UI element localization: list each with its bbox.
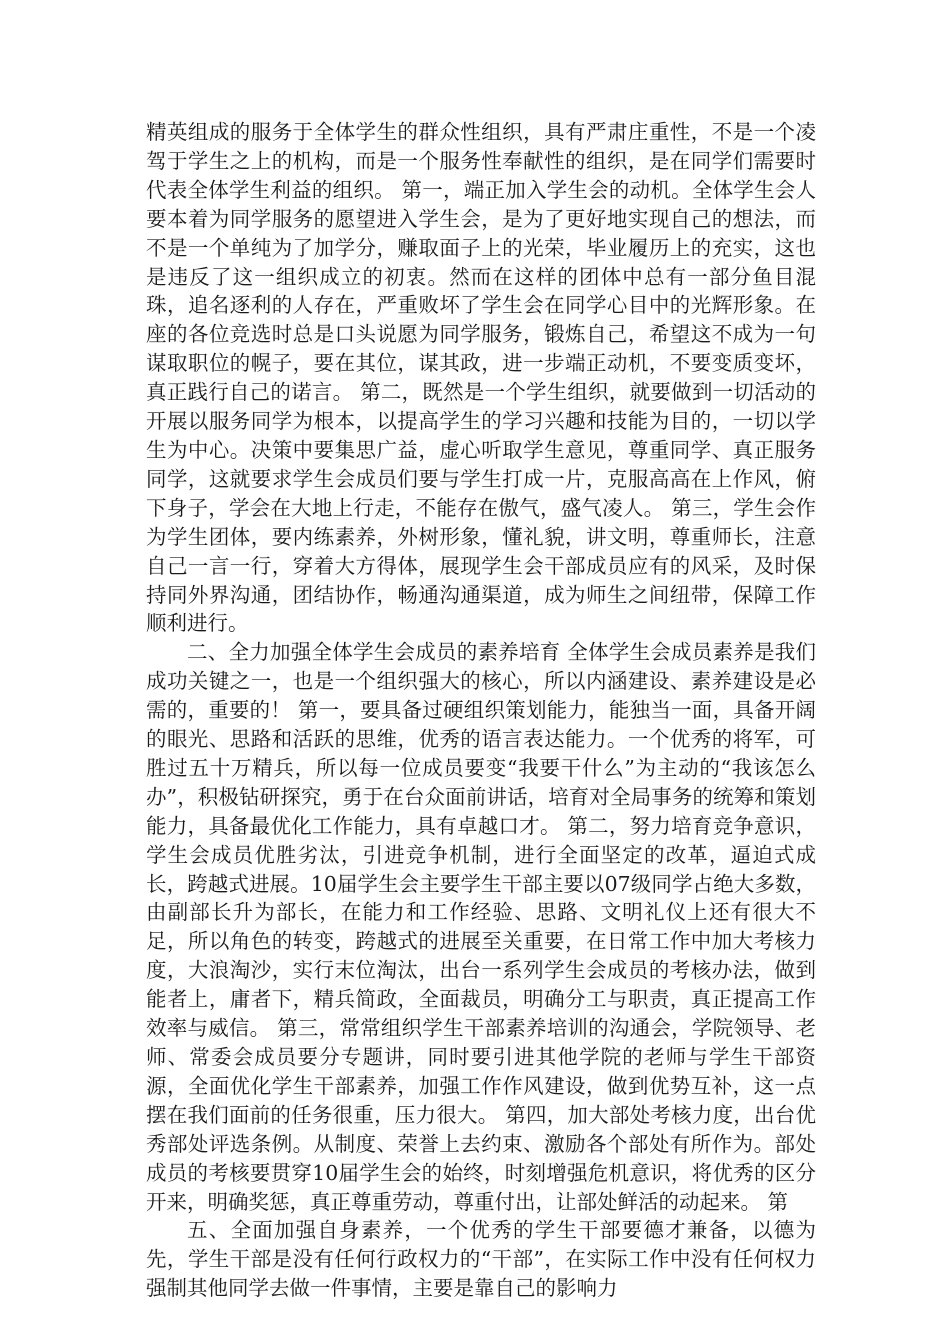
paragraph-3: 五、全面加强自身素养，一个优秀的学生干部要德才兼备，以德为先，学生干部是没有任何行政权力的“干部”，在实际工作中没有任何权力强制其他同学去做一件事情，主要是靠自己的影响力: [146, 1218, 816, 1301]
paragraph-1: 精英组成的服务于全体学生的群众性组织，具有严肃庄重性，不是一个凌驾于学生之上的机构，而是一个服务性奉献性的组织，是在同学们需要时代表全体学生利益的组织。 第一，端正加入学生会的动机。全体学生会人要本着为同学服务的愿望进入学生会，是为了更好地实现自己的想法，而不是一个单纯为了加学分，赚取面子上的光荣，毕业履历上的充实，这也是违反了这一组织成立的初衷。然而在这样的团体中总有一部分鱼目混珠，追名逐利的人存在，严重败坏了学生会在同学心目中的光辉形象。在座的各位竞选时总是口头说愿为同学服务，锻炼自己，希望这不成为一句谋取职位的幌子，要在其位，谋其政，进一步端正动机，不要变质变坏，真正践行自己的诺言。 第二，既然是一个学生组织，就要做到一切活动的开展以服务同学为根本，以提高学生的学习兴趣和技能为目的，一切以学生为中心。决策中要集思广益，虚心听取学生意见，尊重同学、真正服务同学，这就要求学生会成员们要与学生打成一片，克服高高在上作风，俯下身子，学会在大地上行走，不能存在傲气，盛气凌人。 第三，学生会作为学生团体，要内练素养，外树形象，懂礼貌，讲文明，尊重师长，注意自己一言一行，穿着大方得体，展现学生会干部成员应有的风采，及时保持同外界沟通，团结协作，畅通沟通渠道，成为师生之间纽带，保障工作顺利进行。: [146, 120, 816, 636]
document-body: [146, 118, 816, 1303]
paragraph-2: 二、全力加强全体学生会成员的素养培育 全体学生会成员素养是我们成功关键之一，也是一个组织强大的核心，所以内涵建设、素养建设是必需的，重要的！ 第一，要具备过硬组织策划能力，能独当一面，具备开阔的眼光、思路和活跃的思维，优秀的语言表达能力。一个优秀的将军，可胜过五十万精兵，所以每一位成员要变“我要干什么”为主动的“我该怎么办”，积极钻研探究，勇于在台众面前讲话，培育对全局事务的统筹和策划能力，具备最优化工作能力，具有卓越口才。 第二，努力培育竞争意识，学生会成员优胜劣汰，引进竞争机制，进行全面坚定的改革，逼迫式成长，跨越式进展。10届学生会主要学生干部主要以07级同学占绝大多数，由副部长升为部长，在能力和工作经验、思路、文明礼仪上还有很大不足，所以角色的转变，跨越式的进展至关重要，在日常工作中加大考核力度，大浪淘沙，实行末位淘汰，出台一系列学生会成员的考核办法，做到能者上，庸者下，精兵简政，全面裁员，明确分工与职责，真正提高工作效率与威信。 第三，常常组织学生干部素养培训的沟通会，学院领导、老师、常委会成员要分专题讲，同时要引进其他学院的老师与学生干部资源，全面优化学生干部素养，加强工作作风建设，做到优势互补，这一点摆在我们面前的任务很重，压力很大。 第四，加大部处考核力度，出台优秀部处评选条例。从制度、荣誉上去约束、激励各个部处有所作为。部处成员的考核要贯穿10届学生会的始终，时刻增强危机意识，将优秀的区分开来，明确奖惩，真正尊重劳动，尊重付出，让部处鲜活的动起来。 第: [146, 640, 816, 1214]
